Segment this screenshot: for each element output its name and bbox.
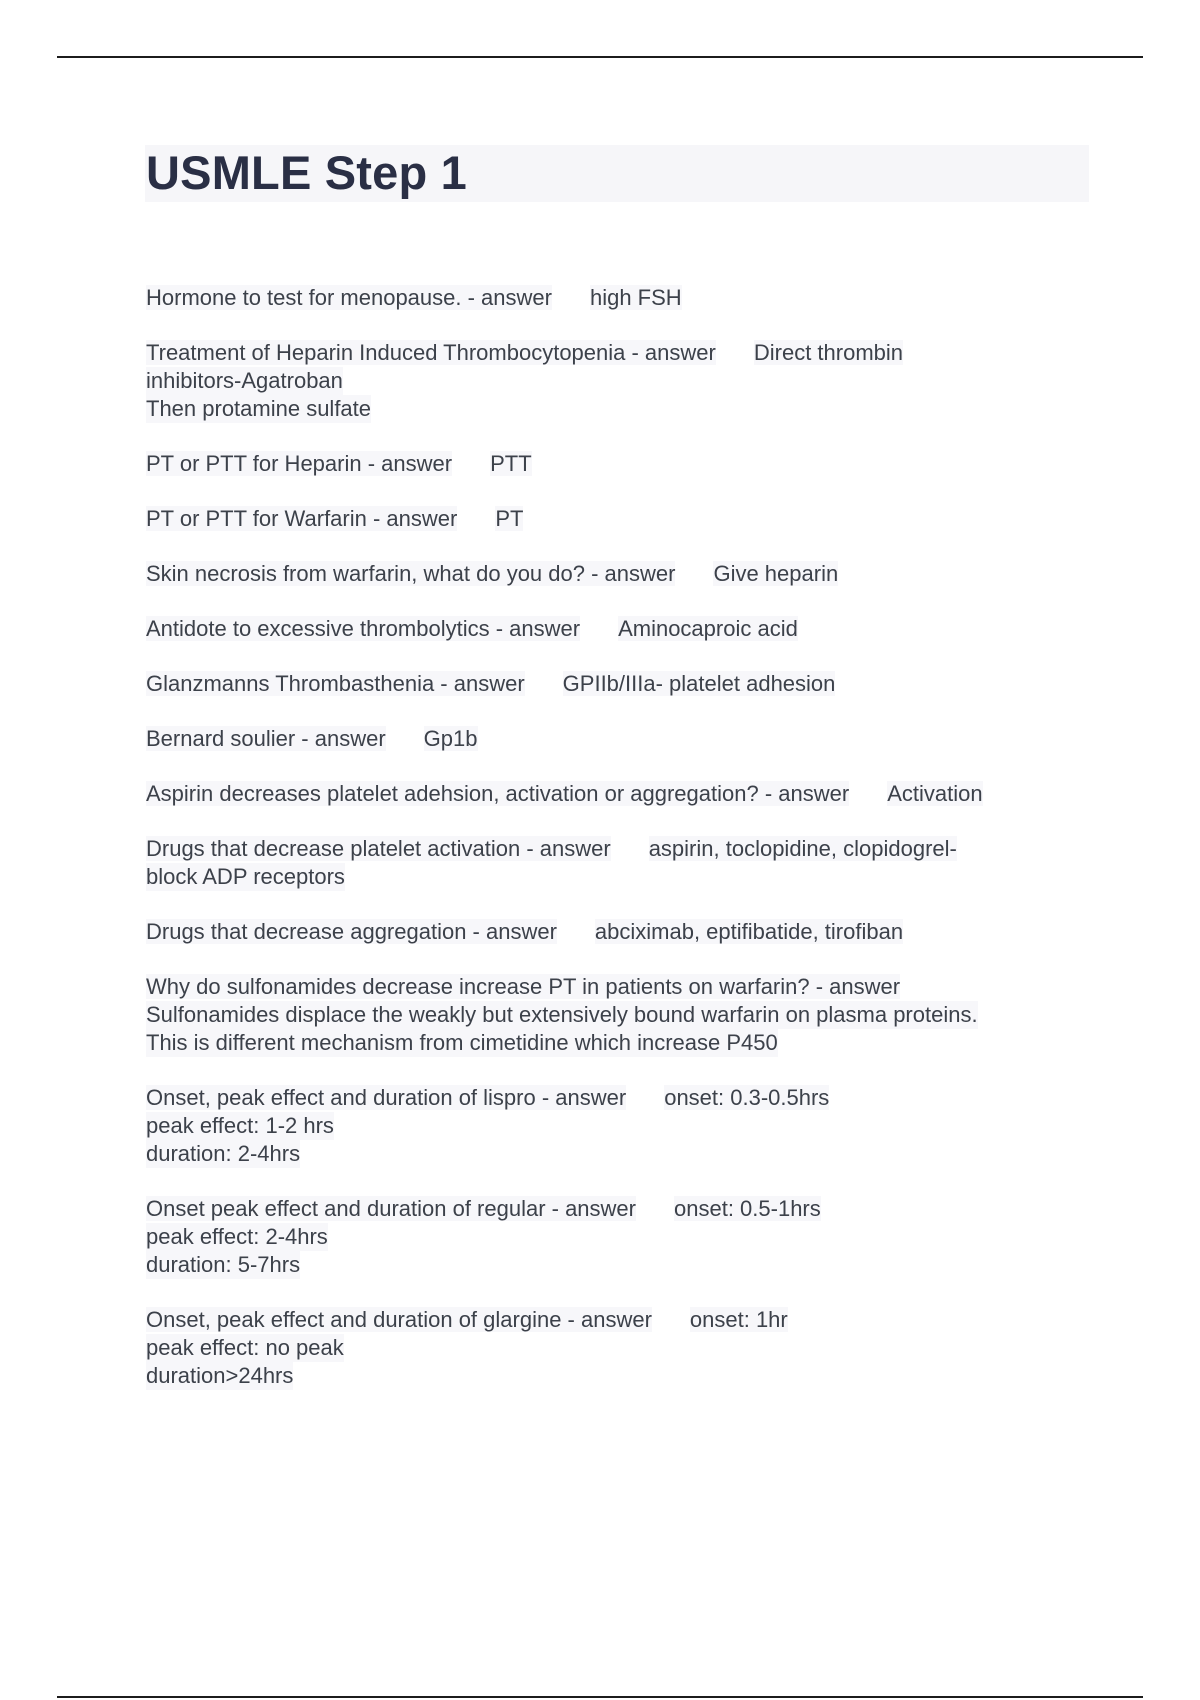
answer: PT — [495, 506, 524, 531]
qa-item — [146, 835, 1086, 891]
answer-line: peak effect: 2-4hrs — [146, 1224, 328, 1249]
qa-item — [146, 918, 1086, 946]
qa-item — [146, 725, 1086, 753]
answer-line: Then protamine sulfate — [146, 396, 372, 421]
question: Drugs that decrease platelet activation - answer — [146, 836, 611, 861]
answer: Give heparin — [713, 561, 839, 586]
answer: Aminocaproic acid — [618, 616, 798, 641]
qa-item — [146, 1306, 1086, 1390]
answer: onset: 1hr — [689, 1307, 788, 1332]
answer-line: Sulfonamides displace the weakly but extensively bound warfarin on plasma proteins. — [146, 1002, 978, 1027]
answer: PTT — [490, 451, 532, 476]
answer: abciximab, eptifibatide, tirofiban — [594, 919, 904, 944]
answer: Activation — [887, 781, 983, 806]
question: Why do sulfonamides decrease increase PT in patients on warfarin? - answer — [146, 974, 901, 999]
answer-line: duration>24hrs — [146, 1363, 294, 1388]
qa-item — [146, 450, 1086, 478]
qa-item — [146, 339, 1086, 423]
answer: GPIIb/IIIa- platelet adhesion — [562, 671, 836, 696]
page-title: USMLE Step 1 — [146, 146, 468, 199]
qa-item — [146, 560, 1086, 588]
answer-line: duration: 2-4hrs — [146, 1141, 301, 1166]
top-rule — [57, 56, 1143, 58]
question: Bernard soulier - answer — [146, 726, 386, 751]
question: Aspirin decreases platelet adehsion, activation or aggregation? - answer — [146, 781, 850, 806]
qa-list — [146, 284, 1086, 1417]
question: Onset peak effect and duration of regular - answer — [146, 1196, 636, 1221]
answer: aspirin, toclopidine, clopidogrel- — [648, 836, 957, 861]
answer-line: peak effect: 1-2 hrs — [146, 1113, 334, 1138]
answer: high FSH — [589, 285, 682, 310]
qa-item — [146, 1084, 1086, 1168]
answer: Direct thrombin — [753, 340, 904, 365]
qa-item — [146, 780, 1086, 808]
answer-line: peak effect: no peak — [146, 1335, 344, 1360]
question: Onset, peak effect and duration of glargine - answer — [146, 1307, 652, 1332]
answer: onset: 0.5-1hrs — [674, 1196, 821, 1221]
bottom-rule — [57, 1696, 1143, 1698]
answer: Gp1b — [423, 726, 478, 751]
qa-item — [146, 505, 1086, 533]
qa-item — [146, 284, 1086, 312]
answer-line: block ADP receptors — [146, 864, 345, 889]
question: Antidote to excessive thrombolytics - answer — [146, 616, 581, 641]
qa-item — [146, 973, 1086, 1057]
question: Skin necrosis from warfarin, what do you do? - answer — [146, 561, 676, 586]
question: PT or PTT for Heparin - answer — [146, 451, 453, 476]
question: Hormone to test for menopause. - answer — [146, 285, 552, 310]
answer-line: duration: 5-7hrs — [146, 1252, 301, 1277]
answer-line: inhibitors-Agatroban — [146, 368, 343, 393]
question: PT or PTT for Warfarin - answer — [146, 506, 458, 531]
question: Glanzmanns Thrombasthenia - answer — [146, 671, 525, 696]
qa-item — [146, 1195, 1086, 1279]
question: Treatment of Heparin Induced Thrombocytopenia - answer — [146, 340, 716, 365]
question: Onset, peak effect and duration of lispro - answer — [146, 1085, 627, 1110]
answer-line: This is different mechanism from cimetidine which increase P450 — [146, 1030, 778, 1055]
qa-item — [146, 615, 1086, 643]
qa-item — [146, 670, 1086, 698]
question: Drugs that decrease aggregation - answer — [146, 919, 557, 944]
answer: onset: 0.3-0.5hrs — [664, 1085, 830, 1110]
